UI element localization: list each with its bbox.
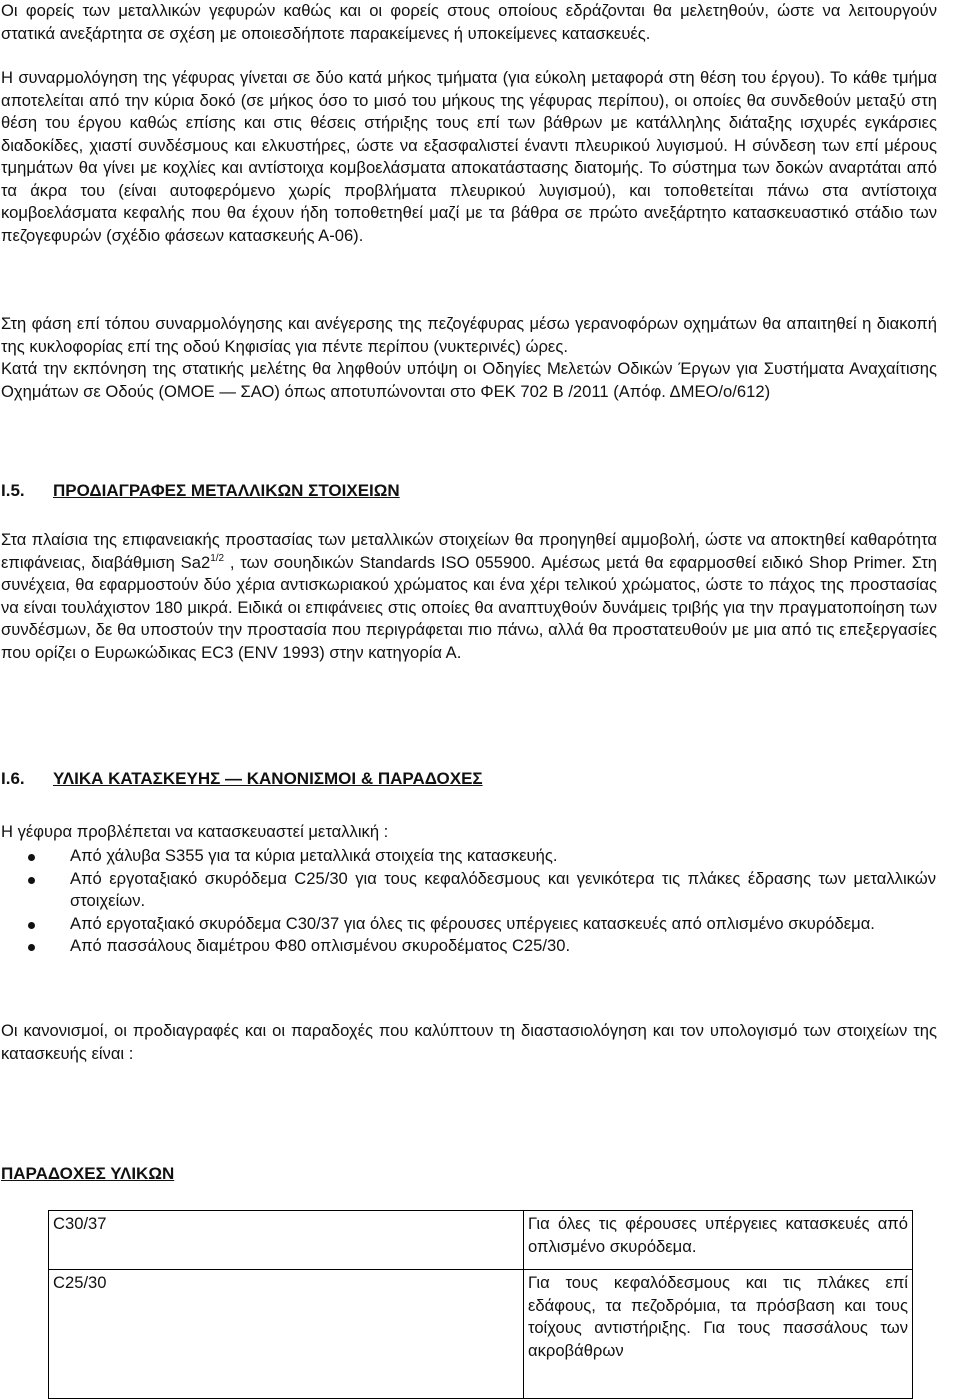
- sa-grade-superscript: 1/2: [210, 552, 225, 564]
- bullet-icon: [28, 922, 35, 929]
- surface-protection-paragraph: [1, 529, 937, 664]
- intro-paragraph-3: Στη φάση επί τόπου συναρμολόγησης και ανέγερσης της πεζογέφυρας μέσω γερανοφόρων οχημάτων θα απαιτηθεί η διακοπή της κυκλοφορίας επί της οδού Κηφισίας για πέντε περίπου (νυκτερινές) ώρες.: [1, 314, 937, 356]
- section-heading-i6: [1, 768, 483, 791]
- list-item-text: Από εργοταξιακό σκυρόδεμα C25/30 για τους κεφαλόδεσμους και γενικότερα τις πλάκες έδρασης των μεταλλικών στοιχείων.: [70, 868, 936, 910]
- section-number: I.5.: [1, 481, 25, 500]
- section-heading-i5: [1, 480, 400, 503]
- section-title: ΥΛΙΚΑ ΚΑΤΑΣΚΕΥΗΣ — ΚΑΝΟΝΙΣΜΟΙ & ΠΑΡΑΔΟΧΕΣ: [53, 769, 483, 788]
- list-item: [0, 868, 936, 913]
- materials-bullet-list: [0, 845, 936, 958]
- list-item-text: Από χάλυβα S355 για τα κύρια μεταλλικά στοιχεία της κατασκευής.: [70, 846, 558, 865]
- material-grade-cell: C25/30: [49, 1270, 524, 1399]
- materials-heading: ΠΑΡΑΔΟΧΕΣ ΥΛΙΚΩΝ: [1, 1164, 175, 1183]
- surface-protection-text-2: , των σουηδικών Standards ISO 055900. Αμέσως μετά θα εφαρμοσθεί ειδικό Shop Primer. Στη συνέχεια, θα εφαρμοστούν δύο χέρια αντισκωριακού χρώματος και ένα χέρι τελικού χρώματος, ώστε το πάχος της προστασίας να είναι τουλάχιστον 180 μικρά. Ειδικά οι επιφάνειες στις οποίες θα αναπτυχθούν δυνάμεις τριβής για την πραγματοποίηση των συνδέσμων, δε θα υποστούν την προστασία που περιγράφεται πιο πάνω, αλλά θα προστατευθούν με μια από τις επεξεργασίες που ορίζει ο Ευρωκώδικας EC3 (ENV 1993) στην κατηγορία Α.: [1, 552, 937, 662]
- surface-protection-text-1: Στα πλαίσια της επιφανειακής προστασίας των μεταλλικών στοιχείων θα προηγηθεί αμμοβολή, ώστε να αποκτηθεί καθαρότητα επιφάνειας, διαβάθμιση Sa2: [1, 530, 937, 572]
- intro-paragraph-2: Η συναρμολόγηση της γέφυρας γίνεται σε δύο κατά μήκος τμήματα (για εύκολη μεταφορά στη θέση του έργου). Το κάθε τμήμα αποτελείται από την κύρια δοκό (σε μήκος όσο το μισό του μήκους της γέφυρας περίπου), οι οποίες θα συνδεθούν μεταξύ στη θέση του έργου καθώς επίσης και στις θέσεις στήριξης τους επί των βάθρων με κατάλληλης διάταξης ισχυρές εγκάρσιες διαδοκίδες, χιαστί συνδέσμους και ελκυστήρες, ώστε να εξασφαλιστεί έναντι πλευρικού λυγισμού. Η σύνδεση των επί μέρους τμημάτων θα γίνει με κοχλίες και αντίστοιχα κομβοελάσματα αποκατάστασης διατομής. Το σύστημα των δοκών αναρτάται από τα άκρα του (είναι αυτοφερόμενο χωρίς προβλήματα πλευρικού λυγισμού), και τοποθετείται πάνω στα αντίστοιχα κομβοελάσματα κεφαλής που θα έχουν ήδη τοποθετηθεί μαζί με τα βάθρα σε πρώτο ανεξάρτητο κατασκευαστικό στάδιο των πεζογεφυρών (σχέδιο φάσεων κατασκευής Α-06).: [1, 68, 937, 245]
- bullet-icon: [28, 854, 35, 861]
- table-row: [49, 1211, 913, 1270]
- materials-intro: Η γέφυρα προβλέπεται να κατασκευαστεί μεταλλική :: [1, 822, 389, 841]
- material-grade-cell: C30/37: [49, 1211, 524, 1270]
- intro-paragraph-4: Κατά την εκπόνηση της στατικής μελέτης θα ληφθούν υπόψη οι Οδηγίες Μελετών Οδικών Έργων για Συστήματα Αναχαίτισης Οχημάτων σε Οδούς (ΟΜΟΕ — ΣΑΟ) όπως αποτυπώνονται στο ΦΕΚ 702 Β /2011 (Απόφ. ΔΜΕΟ/ο/612): [1, 359, 937, 401]
- list-item-text: Από πασσάλους διαμέτρου Φ80 οπλισμένου σκυροδέματος C25/30.: [70, 936, 571, 955]
- intro-paragraph-1: Οι φορείς των μεταλλικών γεφυρών καθώς και οι φορείς στους οποίους εδράζονται θα μελετηθούν, ώστε να λειτουργούν στατικά ανεξάρτητα σε σχέση με οποιεσδήποτε παρακείμενες ή υποκείμενες κατασκευές.: [1, 1, 937, 43]
- section-number: I.6.: [1, 769, 25, 788]
- bullet-icon: [28, 944, 35, 951]
- list-item-text: Από εργοταξιακό σκυρόδεμα C30/37 για όλες τις φέρουσες υπέργειες κατασκευές από οπλισμένο σκυρόδεμα.: [70, 913, 875, 933]
- section-title: ΠΡΟΔΙΑΓΡΑΦΕΣ ΜΕΤΑΛΛΙΚΩΝ ΣΤΟΙΧΕΙΩΝ: [53, 481, 400, 500]
- table-row: [49, 1270, 913, 1399]
- material-usage-cell: Για όλες τις φέρουσες υπέργειες κατασκευές από οπλισμένο σκυρόδεμα.: [524, 1211, 913, 1270]
- list-item: [0, 845, 936, 868]
- bullet-icon: [28, 877, 35, 884]
- regulations-paragraph: Οι κανονισμοί, οι προδιαγραφές και οι παραδοχές που καλύπτουν τη διαστασιολόγηση και τον υπολογισμό των στοιχείων της κατασκευής είναι :: [1, 1021, 937, 1063]
- materials-table: [48, 1210, 913, 1399]
- list-item: [0, 913, 936, 936]
- material-usage-cell: Για τους κεφαλόδεσμους και τις πλάκες επί εδάφους, τα πεζοδρόμια, τα πρόσβαση και τους τοίχους αντιστήριξης. Για τους πασσάλους των ακροβάθρων: [524, 1270, 913, 1399]
- list-item: [0, 935, 936, 958]
